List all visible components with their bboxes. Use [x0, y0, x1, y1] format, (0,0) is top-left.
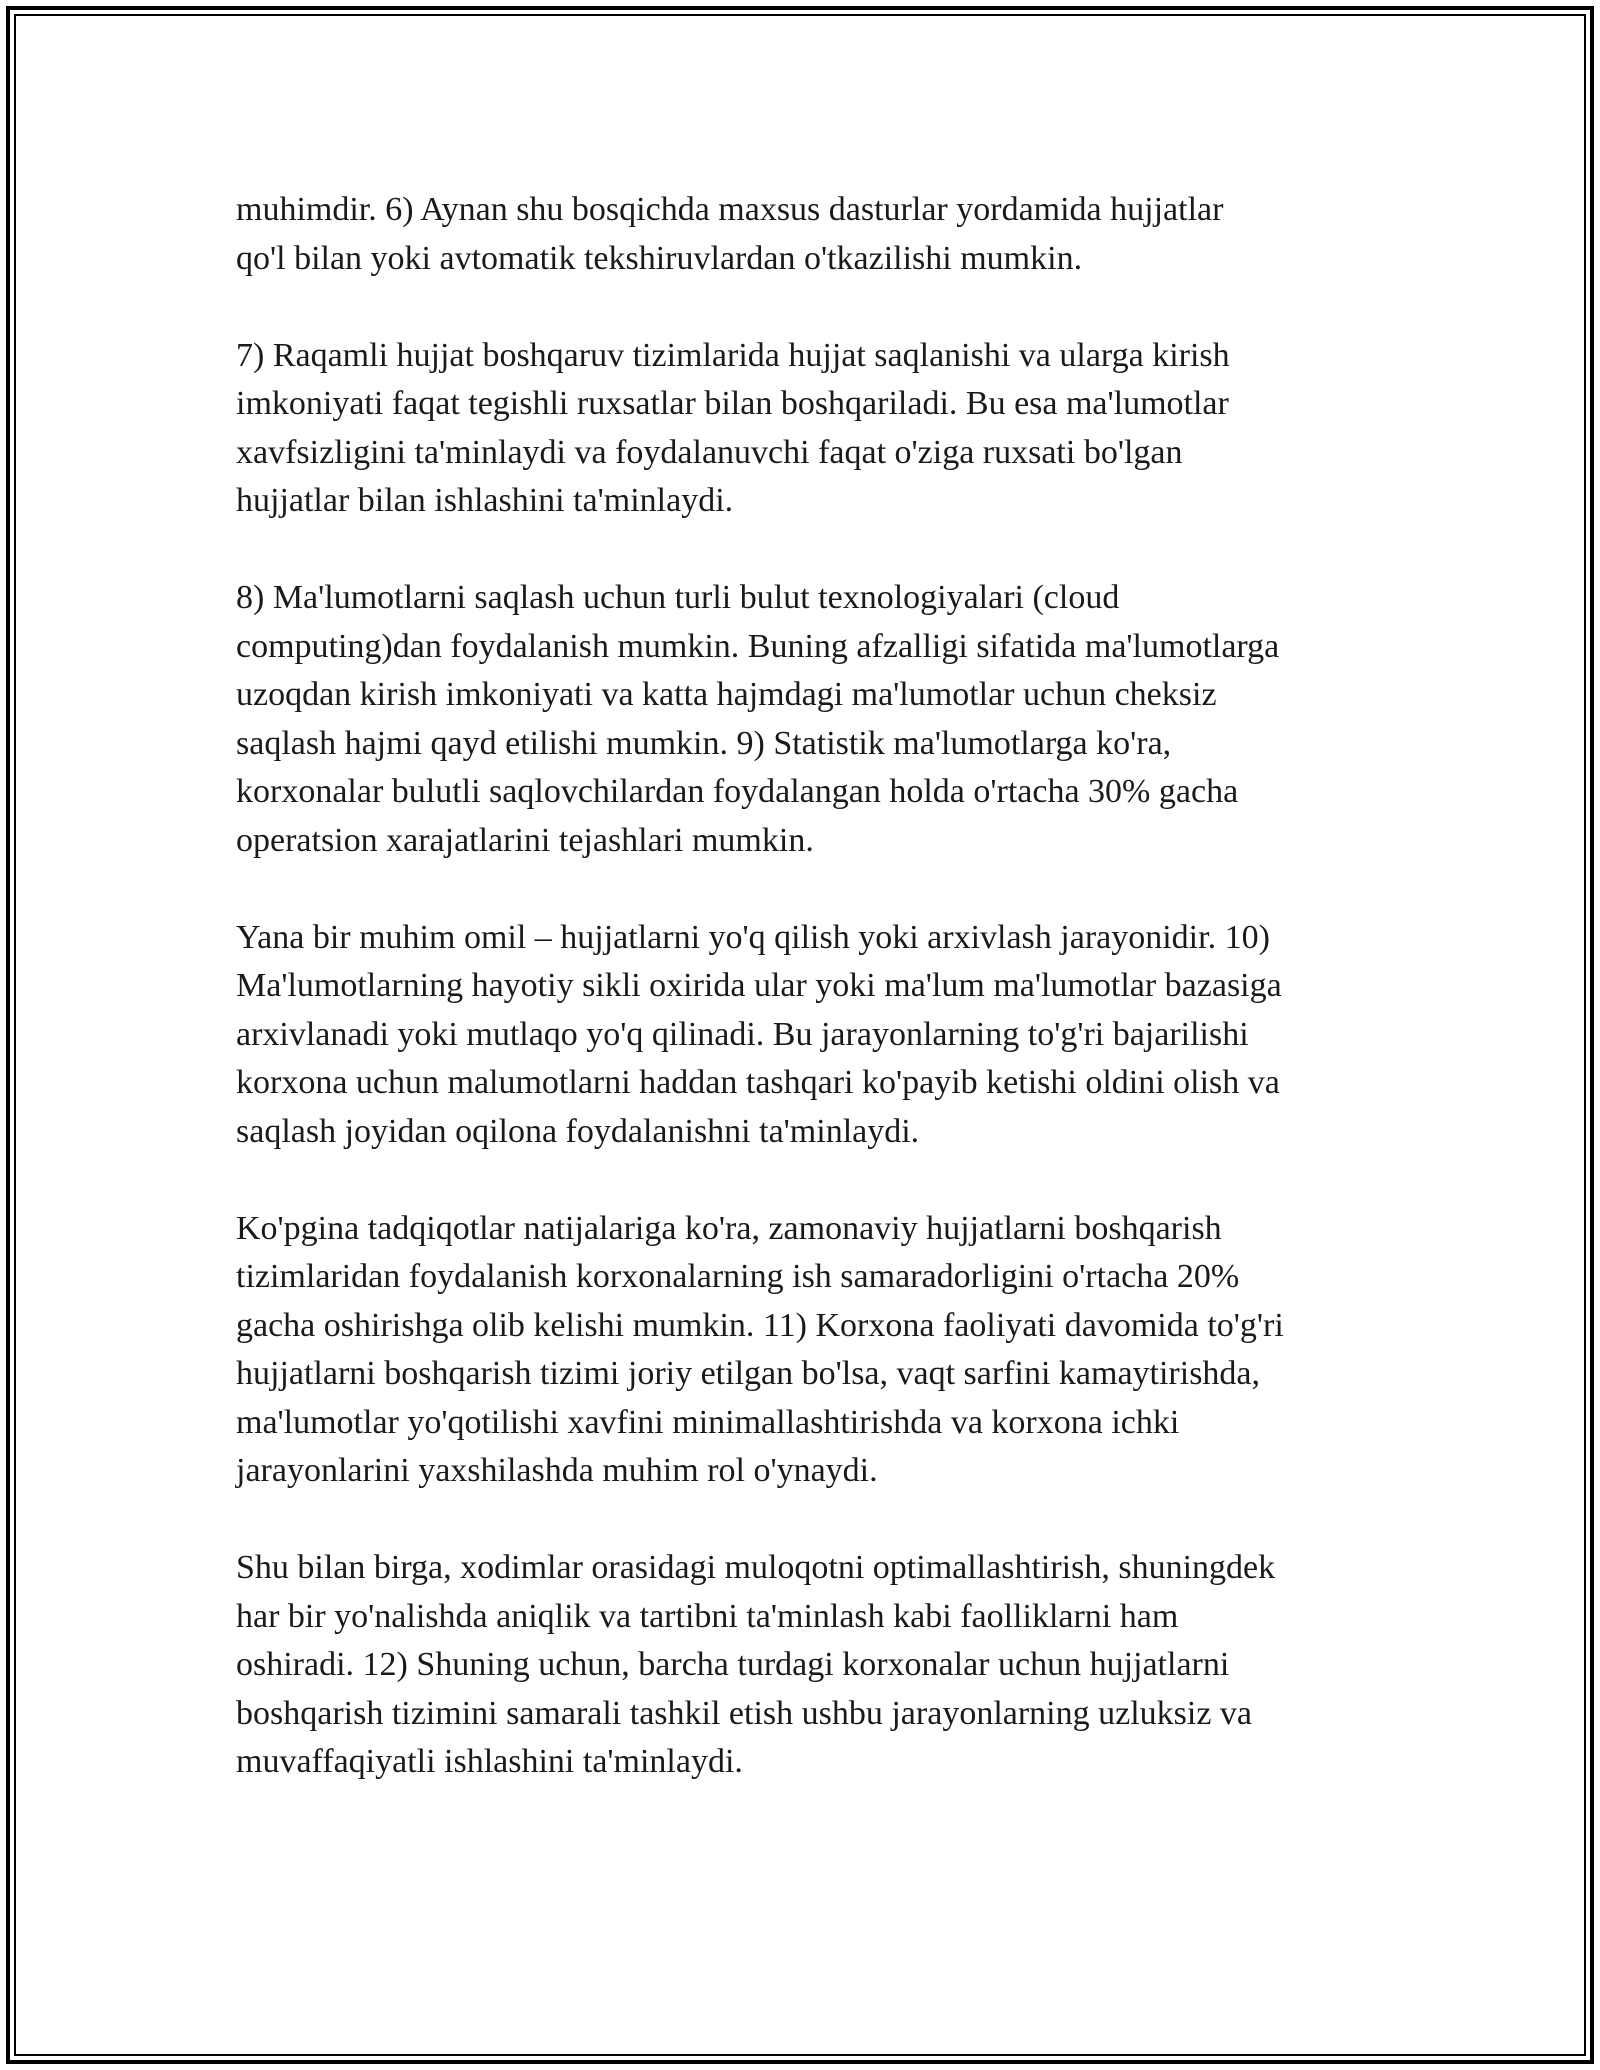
text-line: saqlash hajmi qayd etilishi mumkin. 9) Statistik ma'lumotlarga ko'ra, — [236, 724, 1172, 762]
text-line: korxona uchun malumotlarni haddan tashqari ko'payib ketishi oldini olish va — [236, 1064, 1280, 1101]
text-line: xavfsizligini ta'minlaydi va foydalanuvchi faqat o'ziga ruxsati bo'lgan — [236, 433, 1183, 471]
text-line: oshiradi. 12) Shuning uchun, barcha turdagi korxonalar uchun hujjatlarni — [236, 1646, 1230, 1683]
paragraph-2 — [236, 332, 1366, 526]
paragraph-4 — [236, 914, 1366, 1157]
text-line: muhimdir. 6) Aynan shu bosqichda maxsus dasturlar yordamida hujjatlar — [236, 191, 1224, 228]
text-line: qo'l bilan yoki avtomatik tekshiruvlardan o'tkazilishi mumkin. — [236, 239, 1083, 277]
text-line: imkoniyati faqat tegishli ruxsatlar bilan boshqariladi. Bu esa ma'lumotlar — [236, 385, 1229, 422]
text-line: 7) Raqamli hujjat boshqaruv tizimlarida hujjat saqlanishi va ularga kirish — [236, 336, 1230, 374]
text-line: Shu bilan birga, xodimlar orasidagi muloqotni optimallashtirish, shuningdek — [236, 1549, 1276, 1586]
text-line: tizimlaridan foydalanish korxonalarning ish samaradorligini o'rtacha 20% — [236, 1258, 1240, 1295]
text-line: Ko'pgina tadqiqotlar natijalariga ko'ra, zamonaviy hujjatlarni boshqarish — [236, 1209, 1222, 1247]
text-line: ma'lumotlar yo'qotilishi xavfini minimallashtirishda va korxona ichki — [236, 1403, 1180, 1441]
text-line: har bir yo'nalishda aniqlik va tartibni ta'minlash kabi faolliklarni ham — [236, 1597, 1179, 1635]
paragraph-5 — [236, 1205, 1366, 1496]
document-body — [236, 186, 1366, 1835]
text-line: gacha oshirishga olib kelishi mumkin. 11) Korxona faoliyati davomida to'g'ri — [236, 1306, 1284, 1344]
text-line: muvaffaqiyatli ishlashini ta'minlaydi. — [236, 1743, 743, 1780]
text-line: arxivlanadi yoki mutlaqo yo'q qilinadi. Bu jarayonlarning to'g'ri bajarilishi — [236, 1015, 1249, 1053]
text-line: hujjatlarni boshqarish tizimi joriy etilgan bo'lsa, vaqt sarfini kamaytirishda, — [236, 1355, 1261, 1392]
text-line: computing)dan foydalanish mumkin. Buning afzalligi sifatida ma'lumotlarga — [236, 627, 1280, 665]
text-line: boshqarish tizimini samarali tashkil etish ushbu jarayonlarning uzluksiz va — [236, 1694, 1253, 1732]
text-line: jarayonlarini yaxshilashda muhim rol o'ynaydi. — [236, 1452, 878, 1489]
text-line: hujjatlar bilan ishlashini ta'minlaydi. — [236, 482, 734, 519]
paragraph-3 — [236, 574, 1366, 865]
text-line: saqlash joyidan oqilona foydalanishni ta'minlaydi. — [236, 1112, 920, 1150]
text-line: 8) Ma'lumotlarni saqlash uchun turli bulut texnologiyalari (cloud — [236, 579, 1120, 616]
paragraph-6 — [236, 1544, 1366, 1787]
text-line: korxonalar bulutli saqlovchilardan foydalangan holda o'rtacha 30% gacha — [236, 773, 1239, 810]
text-line: Yana bir muhim omil – hujjatlarni yo'q qilish yoki arxivlash jarayonidir. 10) — [236, 918, 1270, 956]
text-line: uzoqdan kirish imkoniyati va katta hajmdagi ma'lumotlar uchun cheksiz — [236, 676, 1217, 713]
text-line: operatsion xarajatlarini tejashlari mumkin. — [236, 821, 814, 859]
paragraph-1 — [236, 186, 1366, 283]
text-line: Ma'lumotlarning hayotiy sikli oxirida ular yoki ma'lum ma'lumotlar bazasiga — [236, 967, 1282, 1004]
